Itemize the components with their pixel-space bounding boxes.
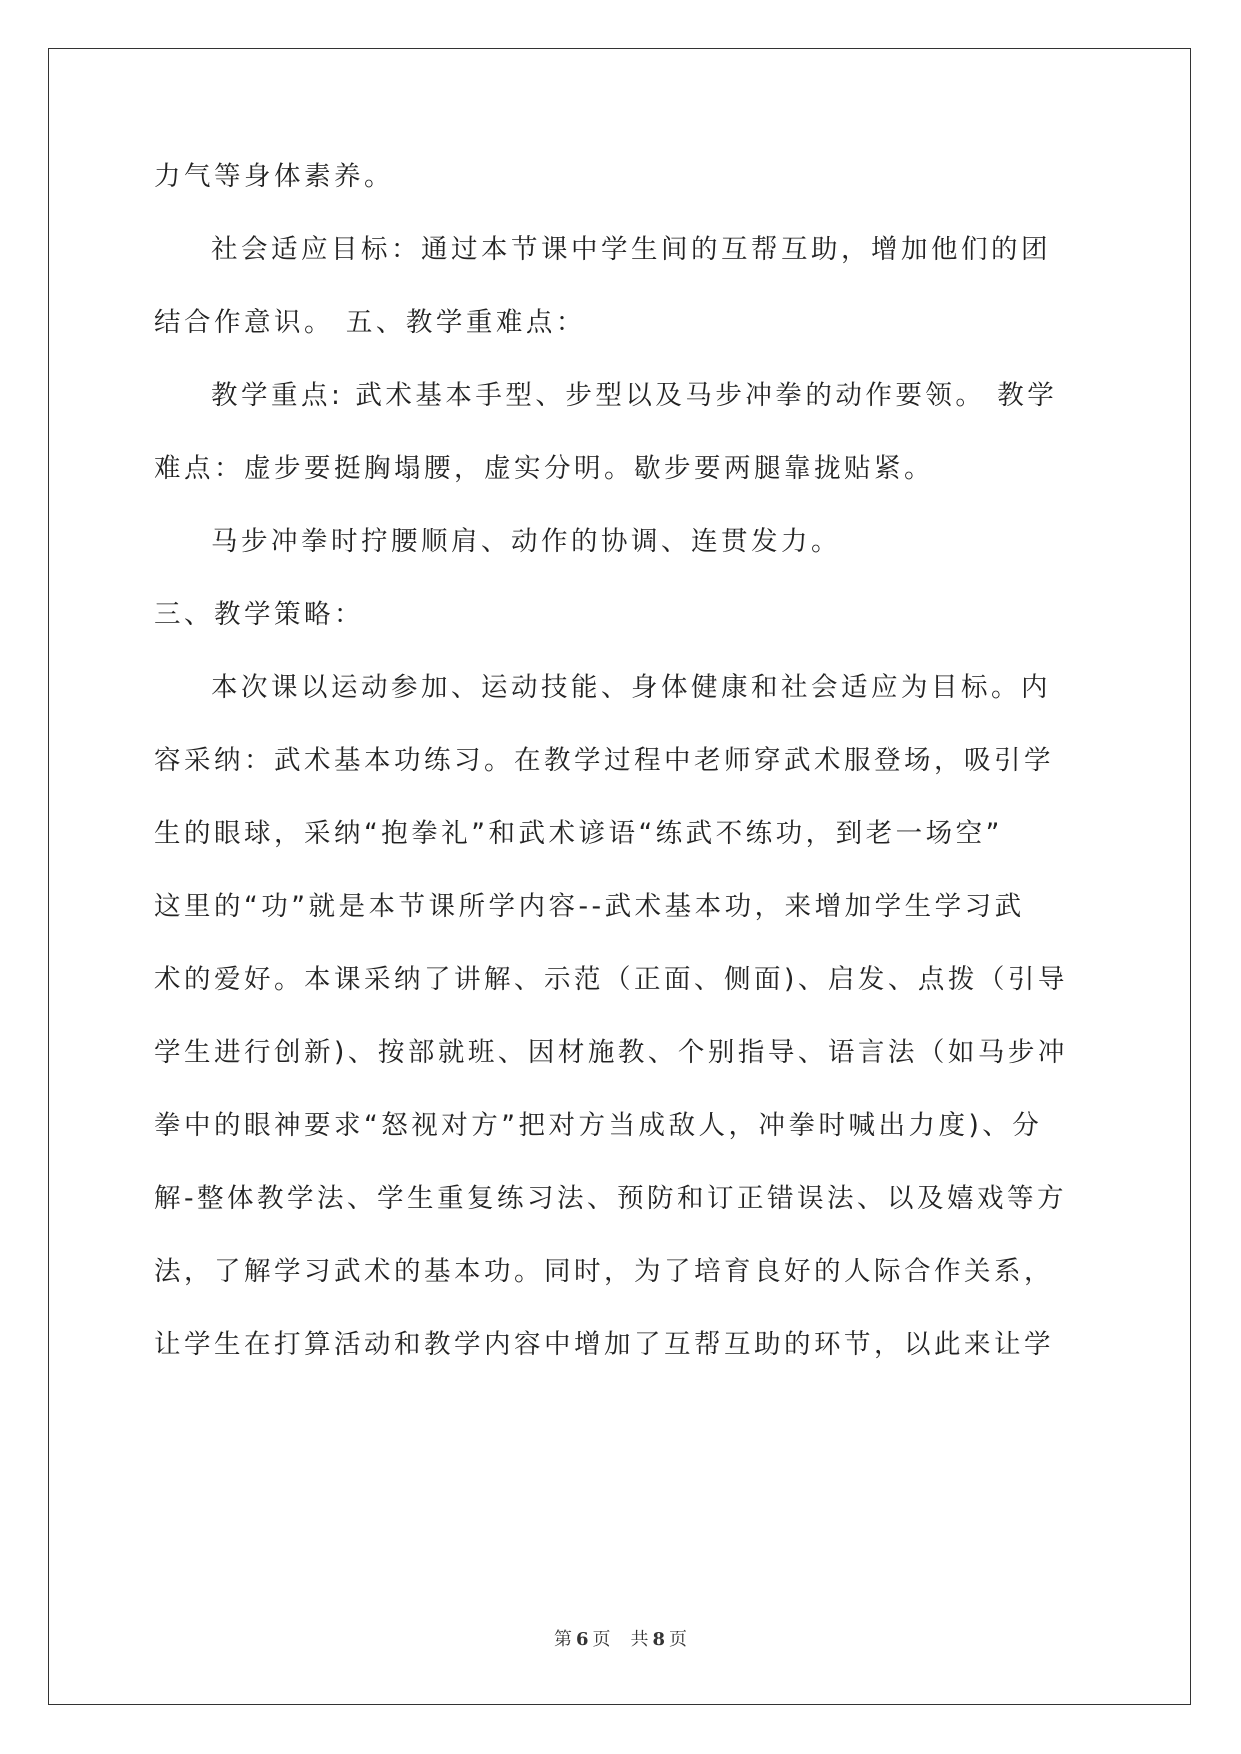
- text-line: 结合作意识。 五、教学重难点：: [154, 307, 586, 338]
- page-border: [48, 48, 1191, 1705]
- footer-page-word: 页: [592, 1629, 611, 1650]
- text-line: 让学生在打算活动和教学内容中增加了互帮互助的环节，以此来让学: [154, 1329, 1054, 1360]
- text-line: 这里的“功”就是本节课所学内容--武术基本功，来增加学生学习武: [154, 891, 1025, 922]
- text-line: 力气等身体素养。: [154, 161, 394, 192]
- text-line: 法，了解学习武术的基本功。同时，为了培育良好的人际合作关系，: [154, 1256, 1054, 1287]
- text-line: 生的眼球，采纳“抱拳礼”和武术谚语“练武不练功，到老一场空”: [154, 818, 1003, 849]
- footer-prefix: 第: [553, 1629, 572, 1650]
- text-line: 本次课以运动参加、运动技能、身体健康和社会适应为目标。内: [211, 672, 1051, 703]
- text-line: 马步冲拳时拧腰顺肩、动作的协调、连贯发力。: [211, 526, 841, 557]
- current-page-number: 6: [575, 1629, 589, 1650]
- text-line: 术的爱好。本课采纳了讲解、示范（正面、侧面)、启发、点拨（引导: [154, 964, 1068, 995]
- footer-total-suffix: 页: [669, 1629, 688, 1650]
- text-line: 拳中的眼神要求“怒视对方”把对方当成敌人，冲拳时喊出力度)、分: [154, 1110, 1043, 1141]
- section-heading: 三、教学策略：: [154, 599, 364, 630]
- total-page-number: 8: [652, 1629, 666, 1650]
- text-line: 解-整体教学法、学生重复练习法、预防和订正错误法、以及嬉戏等方: [154, 1183, 1068, 1214]
- page-footer: [0, 1625, 1241, 1651]
- text-line: 教学重点: 武术基本手型、步型以及马步冲拳的动作要领。 教学: [211, 380, 1058, 411]
- footer-total-prefix: 共: [630, 1629, 649, 1650]
- text-line: 社会适应目标：通过本节课中学生间的互帮互助，增加他们的团: [211, 234, 1051, 265]
- text-line: 学生进行创新)、按部就班、因材施教、个别指导、语言法（如马步冲: [154, 1037, 1068, 1068]
- text-line: 难点：虚步要挺胸塌腰，虚实分明。歇步要两腿靠拢贴紧。: [154, 453, 934, 484]
- text-line: 容采纳：武术基本功练习。在教学过程中老师穿武术服登场，吸引学: [154, 745, 1054, 776]
